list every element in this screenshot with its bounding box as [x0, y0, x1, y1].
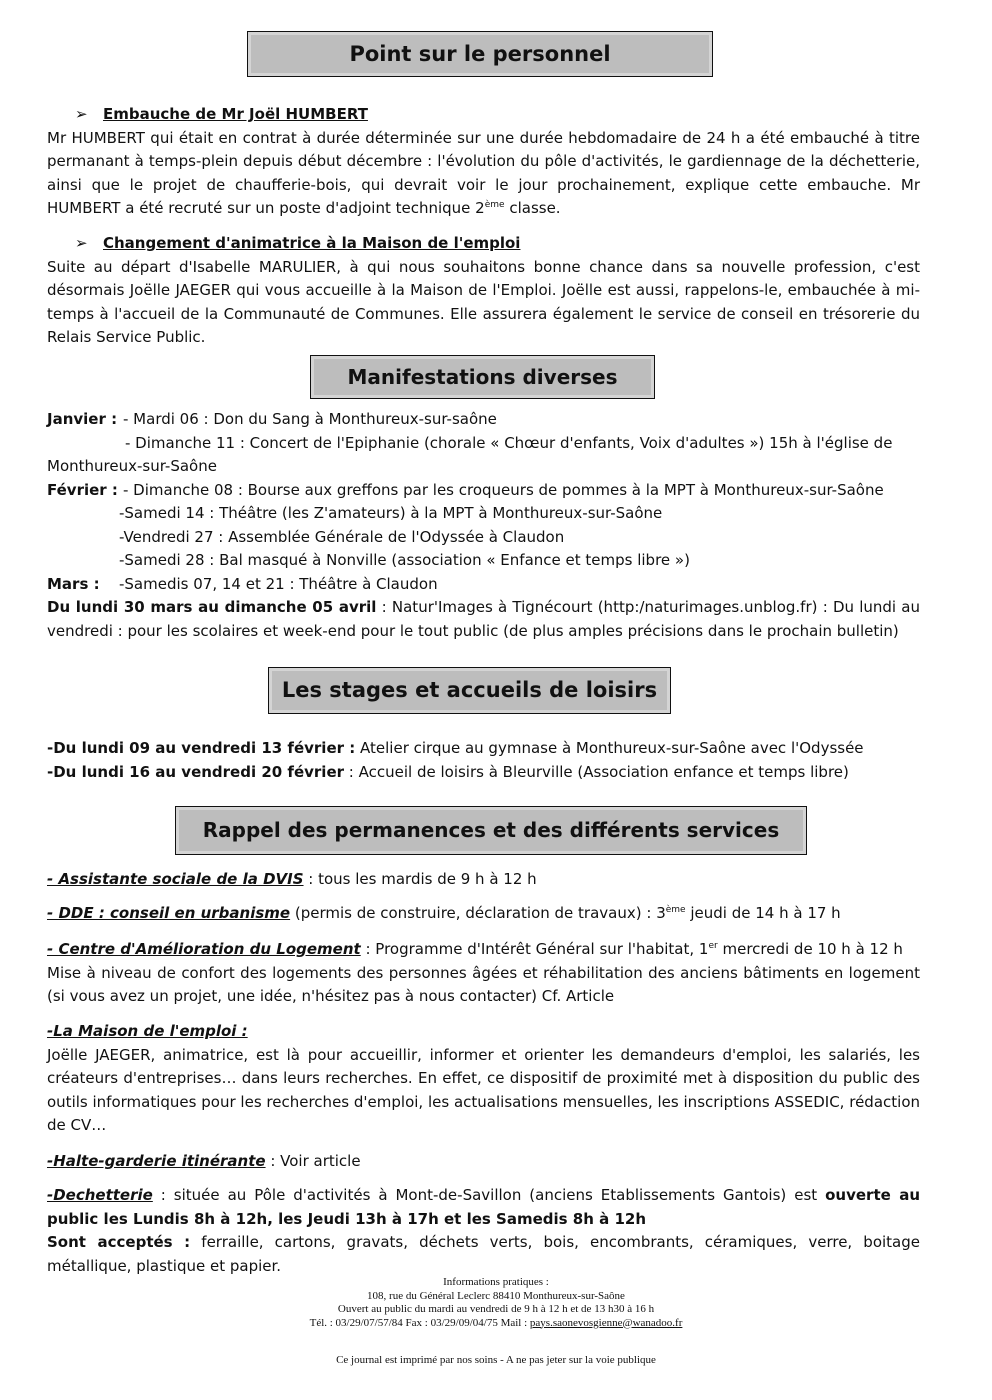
paragraph-embauche: [47, 103, 920, 221]
item-text: classe.: [504, 199, 561, 217]
stage-dates: -Du lundi 09 au vendredi 13 février :: [47, 739, 356, 757]
stage-line: [47, 737, 920, 761]
event-line: [47, 502, 920, 526]
event-line: [47, 549, 920, 573]
service-text: : Programme d'Intérêt Général sur l'habitat, 1: [360, 940, 709, 958]
arrow-bullet-icon: ➢: [75, 105, 88, 123]
item-text: Mr HUMBERT qui était en contrat à durée déterminée sur une durée hebdomadaire de 24 h a été embauché à titre permanant à temps-plein depuis début décembre : l'évolution du pôle d'activités, le gardiennage de la déchetterie, ainsi que le projet de chaufferie-bois, qui devrait voir le jour prochainement, explique cette embauche. Mr HUMBERT a été recruté sur un poste d'adjoint technique 2: [47, 128, 920, 217]
month-label: Février :: [47, 480, 118, 499]
event-line: [47, 573, 920, 597]
event-text: - Dimanche 11 : Concert de l'Epiphanie (chorale « Chœur d'enfants, Voix d'adultes ») 15h à l'église de: [125, 433, 893, 452]
service-halte: [47, 1150, 920, 1174]
footer-title: Informations pratiques :: [443, 1276, 549, 1288]
event-text: Monthureux-sur-Saône: [47, 457, 217, 475]
paragraph-changement: [47, 232, 920, 350]
footer-mail-link[interactable]: pays.saonevosgienne@wanadoo.fr: [529, 1316, 683, 1329]
event-line: [47, 432, 920, 456]
service-dde: [47, 902, 920, 926]
footer-notice: [0, 1354, 992, 1368]
footer-address: 108, rue du Général Leclerc 88410 Monthureux-sur-Saône: [367, 1289, 625, 1302]
service-text: ferraille, cartons, gravats, déchets verts, bois, encombrants, céramiques, verre, boitage métallique, plastique et papier.: [47, 1233, 920, 1275]
service-text: mercredi de 10 h à 12 h: [717, 940, 903, 958]
footer-notice-text: Ce journal est imprimé par nos soins - A ne pas jeter sur la voie publique: [336, 1354, 656, 1366]
footer-info: [0, 1276, 992, 1330]
superscript: ème: [665, 905, 686, 915]
event-line: [47, 479, 920, 503]
section-title-text: Rappel des permanences et des différents services: [202, 818, 780, 842]
event-line: [47, 526, 920, 550]
service-label: - Centre d'Amélioration du Logement: [47, 940, 361, 958]
service-text: : tous les mardis de 9 h à 12 h: [303, 870, 537, 888]
event-dates: Du lundi 30 mars au dimanche 05 avril: [47, 598, 377, 616]
month-label: Mars :: [47, 574, 100, 593]
service-label: -Dechetterie: [47, 1186, 153, 1204]
service-label: - DDE : conseil en urbanisme: [47, 904, 291, 922]
service-text: (permis de construire, déclaration de travaux) : 3: [290, 904, 666, 922]
event-text: : Natur'Images à Tignécourt (http:/naturimages.unblog.fr) : Du lundi au vendredi : pour les scolaires et week-end pour le tout public (de plus amples précisions dans le prochain bulletin): [47, 598, 920, 640]
footer-contact: [0, 1317, 992, 1331]
event-text: -Samedis 07, 14 et 21 : Théâtre à Claudon: [119, 574, 438, 593]
footer-hours: Ouvert au public du mardi au vendredi de 9 h à 12 h et de 13 h30 à 16 h: [337, 1303, 655, 1315]
service-label: -La Maison de l'emploi :: [47, 1022, 248, 1040]
service-text: Mise à niveau de confort des logements des personnes âgées et réhabilitation des anciens bâtiments en logement (si vous avez un projet, une idée, n'hésitez pas à nous contacter) Cf. Article: [47, 963, 920, 1005]
item-text: Suite au départ d'Isabelle MARULIER, à qui nous souhaitons bonne chance dans sa nouvelle profession, c'est désormais Joëlle JAEGER qui vous accueille à la Maison de l'Emploi. Joëlle est aussi, rappelons-le, embauchée à mi-temps à l'accueil de la Communauté de Communes. Elle assurera également le service de conseil en trésorerie du Relais Service Public.: [47, 257, 920, 346]
section-title-stages: [268, 667, 671, 714]
section-title-personnel: [247, 31, 713, 77]
stage-dates: -Du lundi 16 au vendredi 20 février: [47, 762, 345, 781]
item-heading: Changement d'animatrice à la Maison de l'emploi: [103, 234, 521, 252]
service-text: : située au Pôle d'activités à Mont-de-Savillon (anciens Etablissements Gantois) est: [152, 1186, 826, 1204]
section-title-text: Les stages et accueils de loisirs: [281, 678, 658, 702]
event-line: [47, 596, 920, 643]
service-text: Joëlle JAEGER, animatrice, est là pour accueillir, informer et orienter les demandeurs d'emploi, les salariés, les créateurs d'entreprises… dans leurs recherches. En effet, ce dispositif de proximité met à disposition du public des outils informatiques pour les recherches d'emploi, les actualisations mensuelles, les inscriptions ASSEDIC, rédaction de CV…: [47, 1045, 920, 1134]
event-text: -Vendredi 27 : Assemblée Générale de l'Odyssée à Claudon: [119, 527, 565, 546]
section-title-text: Manifestations diverses: [347, 365, 618, 389]
section-title-manifestations: [310, 355, 655, 399]
section-title-text: Point sur le personnel: [349, 42, 611, 66]
section-title-permanences: [175, 806, 807, 855]
event-text: - Mardi 06 : Don du Sang à Monthureux-sur-saône: [123, 410, 497, 428]
event-text: -Samedi 28 : Bal masqué à Nonville (association « Enfance et temps libre »): [119, 551, 690, 569]
events-list: [47, 408, 920, 643]
service-label: -Halte-garderie itinérante: [47, 1152, 266, 1170]
stages-list: [47, 737, 920, 784]
month-label: Janvier :: [47, 410, 118, 428]
stage-line: [47, 761, 920, 785]
stage-text: : Accueil de loisirs à Bleurville (Association enfance et temps libre): [344, 762, 849, 781]
footer-phone-fax: Tél. : 03/29/07/57/84 Fax : 03/29/09/04/75 Mail :: [309, 1316, 530, 1329]
service-cal: [47, 938, 920, 1009]
service-assistante: [47, 868, 920, 892]
opening-hours: ouverte au public les Lundis 8h à 12h, les Jeudi 13h à 17h et les Samedis 8h à 12h: [47, 1186, 920, 1228]
service-dechetterie: [47, 1184, 920, 1278]
event-text: - Dimanche 08 : Bourse aux greffons par les croqueurs de pommes à la MPT à Monthureux-sur-Saône: [123, 480, 884, 499]
accepted-label: Sont acceptés :: [47, 1233, 191, 1251]
superscript: ème: [484, 200, 505, 210]
service-text: jeudi de 14 h à 17 h: [685, 904, 841, 922]
event-line: [47, 408, 920, 432]
service-maison-emploi: [47, 1020, 920, 1138]
event-line: [47, 455, 920, 479]
event-text: -Samedi 14 : Théâtre (les Z'amateurs) à la MPT à Monthureux-sur-Saône: [119, 504, 663, 522]
service-text: : Voir article: [265, 1152, 361, 1170]
stage-text: Atelier cirque au gymnase à Monthureux-sur-Saône avec l'Odyssée: [355, 739, 864, 757]
service-label: - Assistante sociale de la DVIS: [47, 870, 304, 888]
item-heading: Embauche de Mr Joël HUMBERT: [103, 105, 368, 123]
arrow-bullet-icon: ➢: [75, 234, 88, 252]
superscript: er: [708, 941, 718, 951]
